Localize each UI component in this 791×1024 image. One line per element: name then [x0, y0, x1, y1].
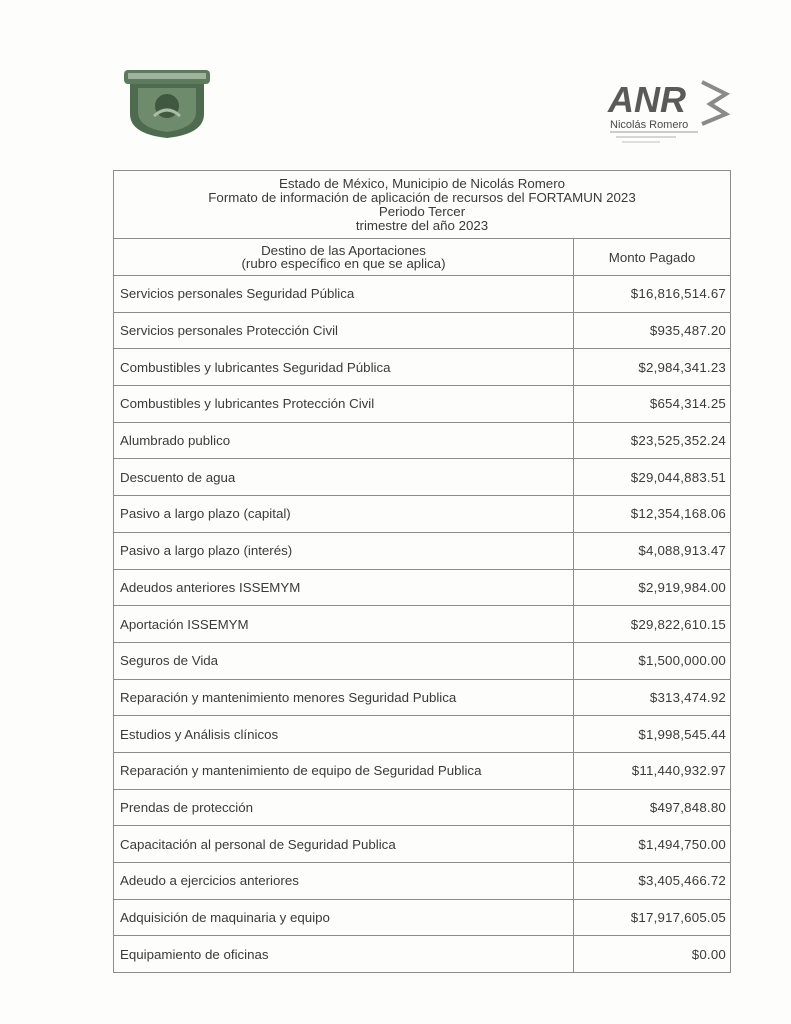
- row-monto: $4,088,913.47: [574, 532, 731, 569]
- table-row: [114, 532, 731, 569]
- row-monto: $1,494,750.00: [574, 826, 731, 863]
- table-row: [114, 312, 731, 349]
- row-monto: $16,816,514.67: [574, 276, 731, 313]
- table-row: [114, 276, 731, 313]
- anr-nicolas-romero-logo: [606, 74, 732, 150]
- row-concepto: Capacitación al personal de Seguridad Publica: [114, 826, 574, 863]
- row-concepto: Prendas de protección: [114, 789, 574, 826]
- row-concepto: Pasivo a largo plazo (interés): [114, 532, 574, 569]
- column-header-monto: Monto Pagado: [574, 239, 731, 276]
- table-row: [114, 716, 731, 753]
- table-body: [114, 276, 731, 973]
- row-monto: $1,998,545.44: [574, 716, 731, 753]
- row-concepto: Reparación y mantenimiento de equipo de Seguridad Publica: [114, 752, 574, 789]
- row-concepto: Seguros de Vida: [114, 642, 574, 679]
- table-row: [114, 422, 731, 459]
- row-monto: $29,044,883.51: [574, 459, 731, 496]
- table-row: [114, 459, 731, 496]
- document-header: [114, 171, 731, 239]
- row-concepto: Adquisición de maquinaria y equipo: [114, 899, 574, 936]
- row-monto: $935,487.20: [574, 312, 731, 349]
- table-row: [114, 606, 731, 643]
- row-monto: $1,500,000.00: [574, 642, 731, 679]
- row-monto: $313,474.92: [574, 679, 731, 716]
- row-monto: $11,440,932.97: [574, 752, 731, 789]
- row-monto: $497,848.80: [574, 789, 731, 826]
- table-row: [114, 349, 731, 386]
- row-concepto: Descuento de agua: [114, 459, 574, 496]
- table-row: [114, 569, 731, 606]
- row-concepto: Estudios y Análisis clínicos: [114, 716, 574, 753]
- row-concepto: Combustibles y lubricantes Seguridad Pública: [114, 349, 574, 386]
- fortamun-table: [113, 170, 731, 973]
- row-concepto: Reparación y mantenimiento menores Seguridad Publica: [114, 679, 574, 716]
- destino-heading: Destino de las Aportaciones: [261, 243, 426, 258]
- header-line-3: Periodo Tercer: [378, 203, 466, 219]
- row-monto: $3,405,466.72: [574, 863, 731, 900]
- column-header-destino: [114, 239, 574, 276]
- row-monto: $17,917,605.05: [574, 899, 731, 936]
- row-concepto: Servicios personales Protección Civil: [114, 312, 574, 349]
- row-concepto: Pasivo a largo plazo (capital): [114, 496, 574, 533]
- table-row: [114, 679, 731, 716]
- table-row: [114, 496, 731, 533]
- coat-of-arms-seal: [122, 66, 212, 140]
- row-monto: $12,354,168.06: [574, 496, 731, 533]
- row-monto: $2,919,984.00: [574, 569, 731, 606]
- table-row: [114, 826, 731, 863]
- row-monto: $23,525,352.24: [574, 422, 731, 459]
- header-line-4: trimestre del año 2023: [355, 217, 489, 233]
- row-monto: $2,984,341.23: [574, 349, 731, 386]
- logo-name: Nicolás Romero: [610, 119, 689, 131]
- row-concepto: Servicios personales Seguridad Pública: [114, 276, 574, 313]
- row-concepto: Equipamiento de oficinas: [114, 936, 574, 973]
- table-row: [114, 789, 731, 826]
- row-monto: $29,822,610.15: [574, 606, 731, 643]
- table-row: [114, 863, 731, 900]
- row-concepto: Adeudos anteriores ISSEMYM: [114, 569, 574, 606]
- table-row: [114, 936, 731, 973]
- row-monto: $0.00: [574, 936, 731, 973]
- row-concepto: Combustibles y lubricantes Protección Civil: [114, 386, 574, 423]
- table-row: [114, 752, 731, 789]
- anr-logo-mark: ANR: [608, 79, 686, 120]
- table-row: [114, 899, 731, 936]
- destino-subheading: (rubro específico en que se aplica): [241, 256, 446, 271]
- row-concepto: Aportación ISSEMYM: [114, 606, 574, 643]
- table-row: [114, 642, 731, 679]
- header-line-2: Formato de información de aplicación de recursos del FORTAMUN 2023: [208, 189, 636, 205]
- row-concepto: Alumbrado publico: [114, 422, 574, 459]
- header-line-1: Estado de México, Municipio de Nicolás Romero: [279, 175, 566, 191]
- row-monto: $654,314.25: [574, 386, 731, 423]
- row-concepto: Adeudo a ejercicios anteriores: [114, 863, 574, 900]
- table-row: [114, 386, 731, 423]
